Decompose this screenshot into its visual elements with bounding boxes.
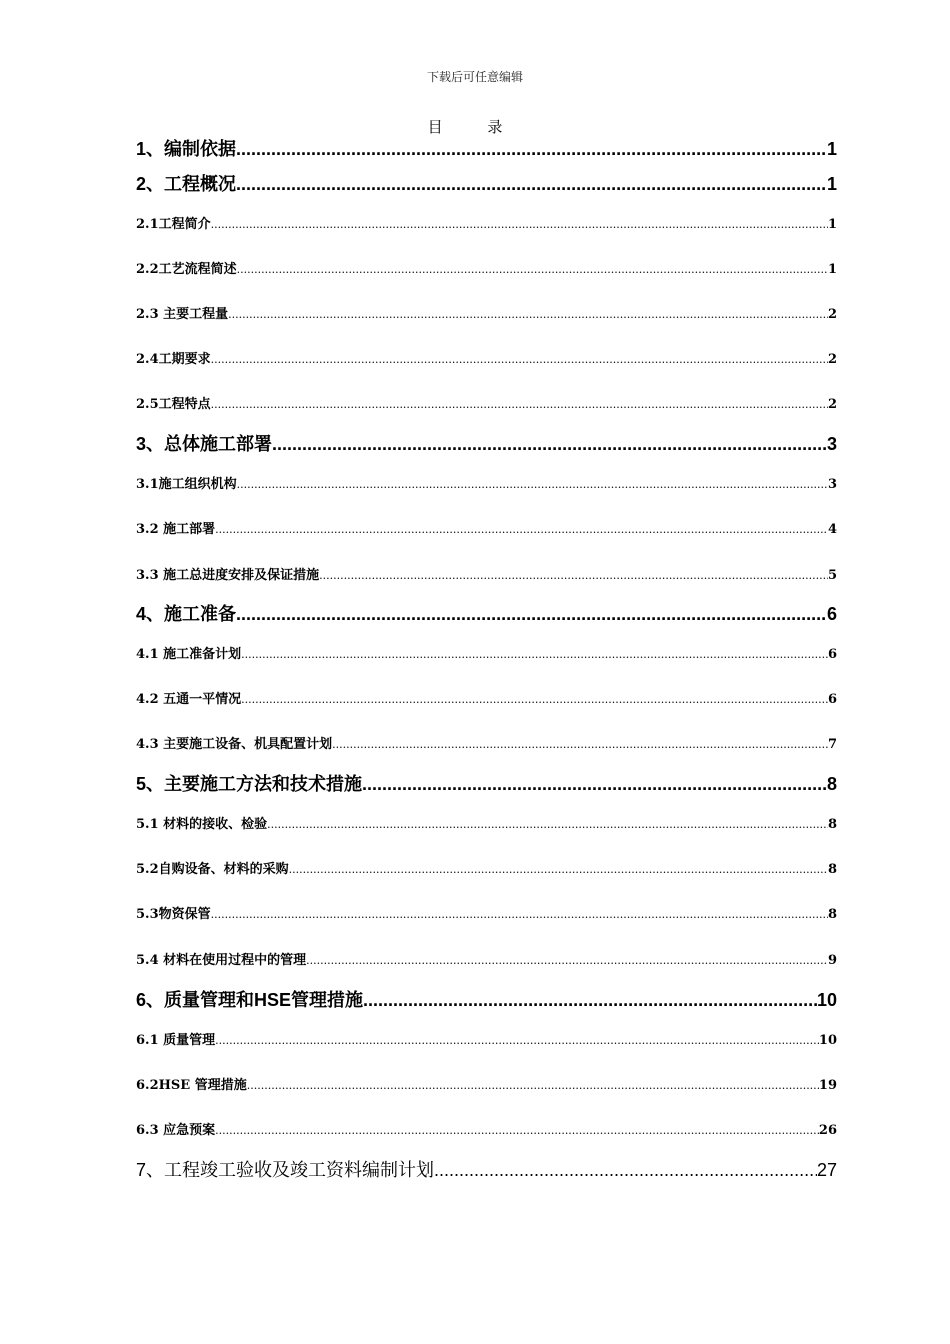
toc-leader-dots (211, 908, 828, 921)
toc-entry[interactable] (136, 564, 837, 583)
toc-leader-dots (237, 263, 828, 276)
toc-leader-dots (241, 693, 828, 706)
toc-entry-label: 5.2自购设备、材料的采购 (136, 862, 289, 877)
toc-entry-label: 2.5工程特点 (136, 397, 211, 412)
toc-entry-label: 6、质量管理和HSE管理措施 (136, 990, 364, 1010)
toc-entry-page: 10 (816, 990, 837, 1010)
toc-entry-label: 4.2 五通一平情况 (136, 692, 242, 707)
toc-entry-page: 19 (818, 1078, 837, 1093)
toc-entry-page: 8 (826, 774, 837, 794)
toc-entry-page: 8 (827, 817, 837, 832)
toc-entry-page: 26 (818, 1123, 837, 1138)
toc-entry-label: 5.3物资保管 (136, 907, 211, 922)
toc-entry-label: 3、总体施工部署 (136, 434, 273, 454)
toc-entry-label: 6.3 应急预案 (136, 1123, 216, 1138)
toc-leader-dots (247, 1079, 819, 1092)
toc-leader-dots (332, 738, 828, 751)
toc-entry-label: 3.2 施工部署 (136, 522, 216, 537)
toc-entry-label: 3.1施工组织机构 (136, 477, 237, 492)
toc-entry[interactable] (136, 213, 837, 232)
toc-entry-label: 6.2HSE 管理措施 (136, 1078, 247, 1093)
toc-leader-dots (215, 1034, 819, 1047)
toc-entry-label: 2.3 主要工程量 (136, 307, 229, 322)
toc-entry[interactable] (136, 1029, 837, 1048)
toc-entry[interactable] (136, 348, 837, 367)
toc-entry-page: 3 (826, 434, 837, 454)
toc-leader-dots (236, 139, 827, 160)
toc-entry-label: 2.1工程简介 (136, 217, 211, 232)
toc-entry[interactable] (136, 303, 837, 322)
toc-entry[interactable] (136, 903, 837, 922)
toc-leader-dots (272, 434, 827, 455)
toc-entry-label: 2.2工艺流程简述 (136, 262, 237, 277)
toc-entry[interactable] (136, 518, 837, 537)
toc-leader-dots (215, 1124, 819, 1137)
toc-entry[interactable] (136, 135, 837, 161)
toc-leader-dots (211, 353, 828, 366)
toc-entry-page: 4 (827, 522, 837, 537)
toc-leader-dots (319, 569, 828, 582)
toc-entry-label: 1、编制依据 (136, 139, 237, 159)
toc-entry-label: 7、工程竣工验收及竣工资料编制计划 (136, 1160, 435, 1180)
toc-entry-page: 6 (827, 692, 837, 707)
toc-entry-label: 4.3 主要施工设备、机具配置计划 (136, 737, 333, 752)
toc-leader-dots (211, 398, 828, 411)
toc-entry-label: 2.4工期要求 (136, 352, 211, 367)
toc-entry[interactable] (136, 858, 837, 877)
toc-entry-page: 1 (826, 139, 837, 159)
toc-entry[interactable] (136, 643, 837, 662)
toc-leader-dots (236, 604, 827, 625)
toc-entry-page: 27 (816, 1160, 837, 1180)
toc-entry-page: 7 (827, 737, 837, 752)
toc-entry-label: 2、工程概况 (136, 174, 237, 194)
toc-entry[interactable] (136, 1074, 837, 1093)
toc-leader-dots (362, 774, 827, 795)
toc-entry[interactable] (136, 473, 837, 492)
toc-leader-dots (434, 1160, 817, 1181)
toc-entry[interactable] (136, 733, 837, 752)
toc-leader-dots (363, 990, 817, 1011)
toc-leader-dots (211, 218, 828, 231)
toc-entry[interactable] (136, 770, 837, 796)
toc-entry[interactable] (136, 986, 837, 1012)
toc-entry-page: 9 (827, 953, 837, 968)
toc-leader-dots (241, 648, 828, 661)
header-note: 下载后可任意编辑 (426, 70, 523, 84)
toc-entry-label: 5.1 材料的接收、检验 (136, 817, 268, 832)
toc-title: 目 录 (427, 118, 523, 136)
toc-entry-label: 4、施工准备 (136, 604, 237, 624)
toc-entry[interactable] (136, 170, 837, 196)
toc-entry-label: 3.3 施工总进度安排及保证措施 (136, 568, 320, 583)
toc-entry-page: 8 (827, 907, 837, 922)
toc-leader-dots (289, 863, 828, 876)
toc-entry[interactable] (136, 1119, 837, 1138)
toc-entry[interactable] (136, 688, 837, 707)
toc-leader-dots (237, 478, 828, 491)
toc-entry-page: 6 (826, 604, 837, 624)
toc-entry[interactable] (136, 600, 837, 626)
toc-leader-dots (215, 523, 828, 536)
toc-leader-dots (306, 954, 828, 967)
toc-entry-page: 5 (827, 568, 837, 583)
toc-entry-page: 1 (827, 217, 837, 232)
toc-entry-page: 8 (827, 862, 837, 877)
toc-entry-label: 5、主要施工方法和技术措施 (136, 774, 363, 794)
toc-entry-page: 2 (827, 352, 837, 367)
toc-entry-page: 2 (827, 397, 837, 412)
toc-entry-page: 2 (827, 307, 837, 322)
toc-entry[interactable] (136, 430, 837, 456)
toc-entry[interactable] (136, 813, 837, 832)
toc-entry-page: 1 (827, 262, 837, 277)
toc-leader-dots (267, 818, 828, 831)
toc-entry-label: 4.1 施工准备计划 (136, 647, 242, 662)
toc-entry-page: 3 (827, 477, 837, 492)
toc-entry-page: 6 (827, 647, 837, 662)
toc-leader-dots (236, 174, 827, 195)
toc-entry[interactable] (136, 393, 837, 412)
toc-entry-label: 6.1 质量管理 (136, 1033, 216, 1048)
toc-entry-page: 10 (818, 1033, 837, 1048)
toc-entry[interactable] (136, 949, 837, 968)
toc-entry[interactable] (136, 1156, 837, 1182)
toc-entry-page: 1 (826, 174, 837, 194)
toc-entry-label: 5.4 材料在使用过程中的管理 (136, 953, 307, 968)
toc-entry[interactable] (136, 258, 837, 277)
toc-leader-dots (228, 308, 828, 321)
